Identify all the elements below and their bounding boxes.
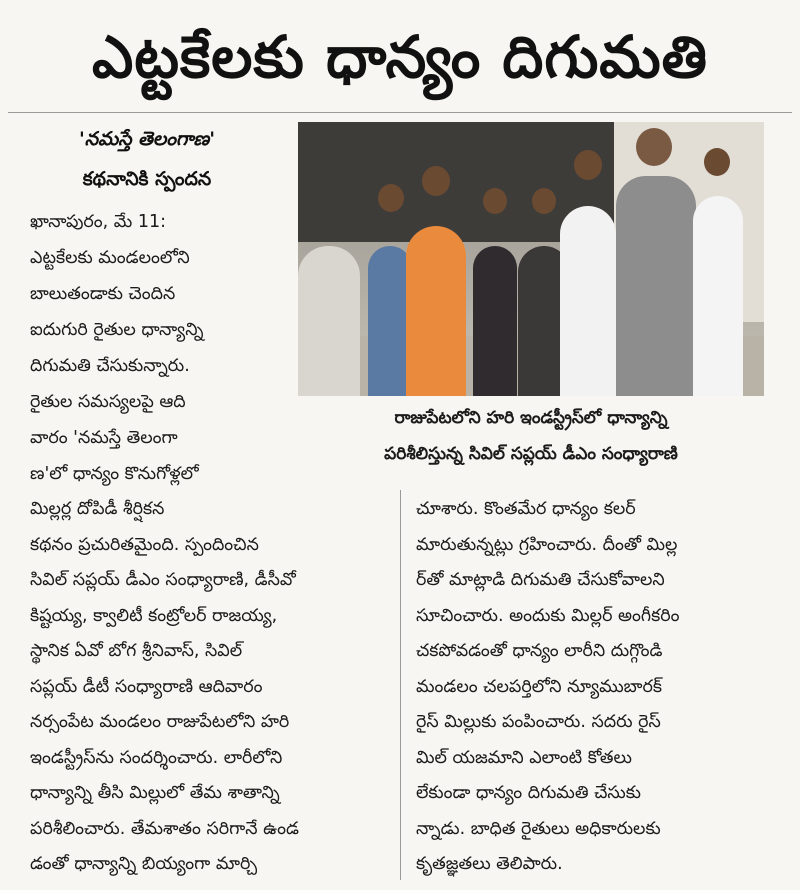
caption-line-1: రాజుపేటలోని హరి ఇండస్ట్రీస్‌లో ధాన్యాన్ని xyxy=(394,408,668,428)
body-line: కిష్టయ్య, క్వాలిటీ కంట్రోలర్ రాజయ్య, xyxy=(30,605,278,626)
body-line: డంతో ధాన్యాన్ని బియ్యంగా మార్చి xyxy=(30,854,258,874)
photo-person xyxy=(473,246,517,396)
body-line: సివిల్ సప్లయ్ డీఎం సంధ్యారాణి, డీసీవో xyxy=(30,570,296,590)
body-line: న్నాడు. బాధిత రైతులు అధికారులకు xyxy=(416,818,661,839)
body-line: దిగుమతి చేసుకున్నారు. xyxy=(30,356,190,376)
photo-person xyxy=(406,226,466,396)
body-line: మండలం చలపర్తిలోని న్యూముబారక్ xyxy=(416,676,662,697)
photo-person xyxy=(616,176,696,396)
article-body-col2 xyxy=(30,492,390,883)
body-line: ఎట్టకేలకు మండలంలోని xyxy=(30,248,190,268)
body-line: వారం 'నమస్తే తెలంగా xyxy=(30,428,178,448)
photo-person-head xyxy=(422,166,450,196)
body-line: ఖానాపురం, మే 11: xyxy=(30,212,167,232)
body-line: ర్‌తో మాట్లాడి దిగుమతి చేసుకోవాలని xyxy=(416,570,665,590)
body-line: నర్సంపేట మండలం రాజుపేటలోని హరి xyxy=(30,712,290,732)
news-photo xyxy=(298,122,764,396)
photo-person-head xyxy=(704,148,730,176)
photo-person-head xyxy=(532,188,556,214)
photo-person xyxy=(693,196,743,396)
body-line: స్థానిక ఏవో బోగ శ్రీనివాస్, సివిల్ xyxy=(30,641,243,661)
article-body-left xyxy=(30,204,275,492)
kicker-line-2: కథనానికి స్పందన xyxy=(82,168,212,190)
photo-person xyxy=(298,246,360,396)
headline: ఎట్టకేలకు ధాన్యం దిగుమతి xyxy=(92,23,708,91)
body-line: పరిశీలించారు. తేమశాతం సరిగానే ఉండ xyxy=(30,818,299,839)
column-divider xyxy=(400,490,401,880)
body-line: చూశారు. కొంతమేర ధాన్యం కలర్ xyxy=(416,499,636,519)
body-line: మిల్లర్ల దోపిడీ శీర్షికన xyxy=(30,499,165,519)
caption-line-2: పరిశీలిస్తున్న సివిల్ సప్లయ్ డీఎం సంధ్యారాణి xyxy=(384,444,678,464)
body-line: ఐదుగురి రైతుల ధాన్యాన్ని xyxy=(30,320,204,340)
body-line: రైతుల సమస్యలపై ఆది xyxy=(30,392,186,412)
body-line: కృతజ్ఞతలు తెలిపారు. xyxy=(416,854,563,874)
article-body-col3 xyxy=(416,492,776,883)
body-line: చకపోవడంతో ధాన్యం లారీని దుగ్గొండి xyxy=(416,641,663,661)
photo-person-head xyxy=(378,184,404,212)
body-line: బాలుతండాకు చెందిన xyxy=(30,284,176,304)
body-line: మిల్ యజమాని ఎలాంటి కోతలు xyxy=(416,747,632,768)
headline-rule xyxy=(8,112,792,113)
photo-person-head xyxy=(636,128,672,166)
body-line: ధాన్యాన్ని తీసి మిల్లులో తేమ శాతాన్ని xyxy=(30,783,280,803)
body-line: సూచించారు. అందుకు మిల్లర్ అంగీకరిం xyxy=(416,605,680,626)
body-line: మారుతున్నట్లు గ్రహించారు. దీంతో మిల్ల xyxy=(416,534,678,555)
body-line: సప్లయ్ డీటీ సంధ్యారాణి ఆదివారం xyxy=(30,676,263,697)
photo-caption xyxy=(298,400,764,472)
photo-person-head xyxy=(483,188,507,214)
body-line: ఇండస్ట్రీస్‌ను సందర్శించారు. లారీలోని xyxy=(30,747,283,768)
body-line: ణ'లో ధాన్యం కొనుగోళ్లలో xyxy=(30,464,199,484)
body-line: రైస్ మిల్లుకు పంపించారు. సదరు రైస్ xyxy=(416,712,661,732)
photo-person xyxy=(560,206,616,396)
photo-person-head xyxy=(574,150,602,180)
body-line: కథనం ప్రచురితమైంది. స్పందించిన xyxy=(30,534,259,555)
kicker-line-1: 'నమస్తే తెలంగాణ' xyxy=(78,128,216,150)
body-line: లేకుండా ధాన్యం దిగుమతి చేసుకు xyxy=(416,783,641,803)
